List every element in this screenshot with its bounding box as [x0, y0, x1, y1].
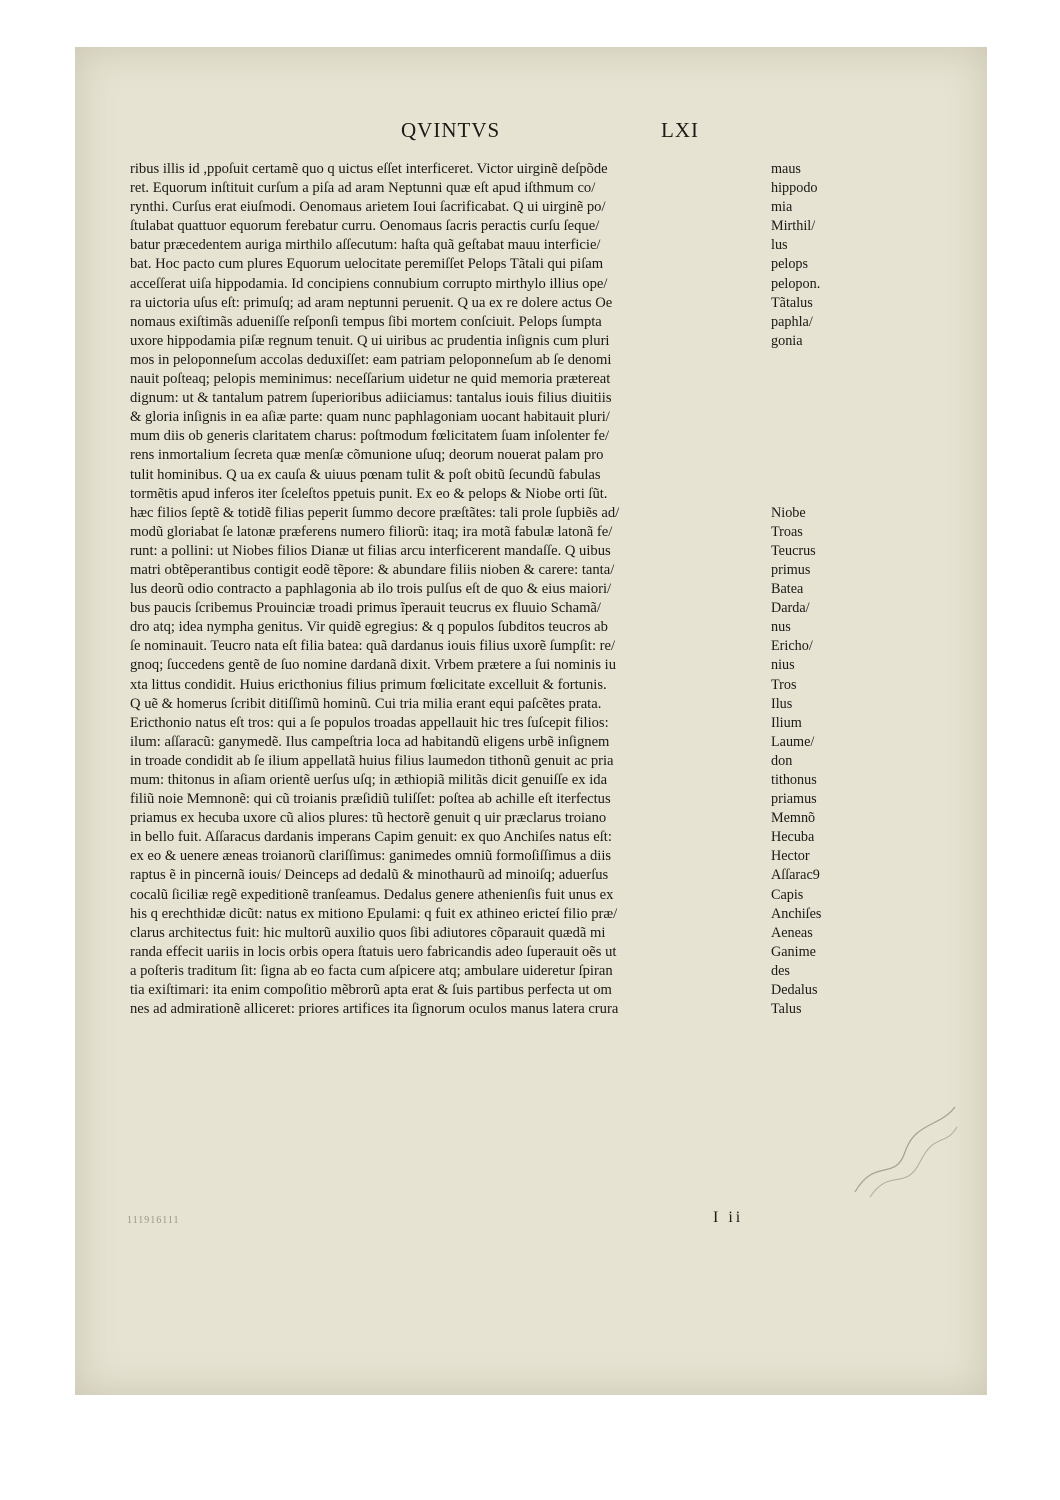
- text-line: acceſſerat uiſa hippodamia. Id concipiens connubium corrupto mirthylo illius ope/: [130, 275, 608, 292]
- running-title: QVINTVS: [401, 118, 501, 142]
- text-line: ſtulabat quattuor equorum ferebatur curru. Oenomaus ſacris peractis curſu ſeque/: [130, 218, 600, 235]
- book-page: [75, 47, 987, 1395]
- text-line: randa effecit uariis in locis orbis opera ſtatuis uero fabricandis adeo ſuperauit oẽs ut: [130, 943, 617, 960]
- text-line: tulit hominibus. Q ua ex cauſa & uiuus pœnam tulit & poſt obitũ ſecundũ fabulas: [130, 466, 601, 483]
- text-line: ilum: aſſaracũ: ganymedẽ. Ilus campeſtria loca ad habitandũ eligens urbẽ inſignem: [130, 733, 610, 750]
- margin-note: lus: [771, 237, 788, 254]
- margin-note: Hecuba: [771, 829, 815, 846]
- margin-note: Memnõ: [771, 810, 816, 827]
- text-line: mum diis ob generis claritatem charus: poſtmodum fœlicitatem ſuam inſolenter fe/: [130, 428, 610, 445]
- marginal-notes-column: [771, 160, 901, 1019]
- text-line: ex eo & uenere æneas troianorũ clariſſimus: ganimedes omniũ formoſiſſimus a diis: [130, 848, 612, 865]
- margin-note: [771, 446, 901, 465]
- text-line: tormẽtis apud inferos iter ſceleſtos ppetuis punit. Ex eo & pelops & Niobe orti ſũt.: [130, 485, 608, 502]
- margin-note: Niobe: [771, 504, 806, 521]
- margin-note: Talus: [771, 1001, 802, 1018]
- text-line: hæc filios ſeptẽ & totidẽ filias peperit ſummo decore præſtãtes: tali prole ſupbiẽs ad/: [130, 504, 620, 521]
- margin-note: primus: [771, 561, 811, 578]
- margin-note: Batea: [771, 581, 804, 598]
- text-line: dignum: ut & tantalum patrem ſuperioribus adiiciamus: tantalus iouis filius diuitiis: [130, 390, 612, 407]
- text-line: filiũ noie Memnonẽ: qui cũ troianis præſidiũ tuliſſet: poſtea ab achille eſt iterfectus: [130, 791, 611, 808]
- margin-note: des: [771, 962, 790, 979]
- margin-note: Tros: [771, 676, 797, 693]
- margin-note: Aſſarac9: [771, 867, 820, 884]
- main-text-column: [130, 160, 775, 1019]
- text-line: a poſteris traditum ſit: ſigna ab eo facta cum aſpicere atq; ambulare uideretur ſpiran: [130, 962, 613, 979]
- text-line: nomaus exiſtimãs adueniſſe reſponſi tempus ſibi mortem conſciuit. Pelops ſumpta: [130, 313, 602, 330]
- text-line: mum: thitonus in aſiam orientẽ uerſus uſq; in æthiopiã militãs dicit genuiſſe ex ida: [130, 772, 608, 788]
- margin-note: maus: [771, 161, 801, 177]
- margin-note: Hector: [771, 848, 810, 865]
- margin-note: tithonus: [771, 772, 817, 788]
- margin-note: don: [771, 752, 793, 769]
- text-line: gnoq; ſuccedens gentẽ de ſuo nomine dardanã dixit. Vrbem prætere a ſui nominis iu: [130, 657, 617, 674]
- margin-note: Ilus: [771, 695, 793, 712]
- text-line: clarus architectus fuit: hic multorũ auxilio quos ſibi adiutores cõparauit quædã mi: [130, 924, 606, 941]
- text-line: mos in peloponneſum accolas deduxiſſet: eam patriam peloponneſum ab ſe denomi: [130, 351, 612, 368]
- page-header: [75, 118, 987, 148]
- text-line: bat. Hoc pacto cum plures Equorum uelocitate peremiſſet Pelops Tãtali qui piſam: [130, 256, 604, 273]
- margin-note: Ganime: [771, 943, 816, 960]
- margin-note: Mirthil/: [771, 218, 816, 235]
- margin-note: [771, 408, 901, 427]
- text-line: in bello fuit. Aſſaracus dardanis imperans Capim genuit: ex quo Anchiſes natus eſt:: [130, 829, 612, 846]
- margin-note: Darda/: [771, 600, 810, 617]
- margin-note: gonia: [771, 332, 803, 349]
- text-line: Ericthonio natus eſt tros: qui a ſe populos troadas appellauit hic tres ſuſcepit filios:: [130, 714, 609, 731]
- text-line: in troade condidit ab ſe ilium appellatã huius filius laumedon tithonũ genuit ac pria: [130, 752, 614, 769]
- margin-note: Teucrus: [771, 542, 816, 559]
- margin-note: [771, 389, 901, 408]
- margin-note: pelopon.: [771, 275, 821, 292]
- text-line: raptus ẽ in pincernã iouis/ Deinceps ad dedalũ & minothaurũ ad minoiſq; aduerſus: [130, 867, 609, 884]
- margin-note: hippodo: [771, 180, 818, 197]
- margin-note: [771, 485, 901, 504]
- margin-note: nus: [771, 619, 791, 636]
- folio-number: LXI: [661, 118, 699, 142]
- text-line: nauit poſteaq; pelopis meminimus: neceſſarium uidetur ne quid memoria prætereat: [130, 371, 611, 388]
- margin-note: Tãtalus: [771, 294, 813, 311]
- text-line: modũ gloriabat ſe latonæ præferens numero filiorũ: itaq; ira motã fabulæ latonã fe/: [130, 523, 613, 540]
- margin-note: Capis: [771, 886, 804, 903]
- text-line: dro atq; idea nympha genitus. Vir quidẽ egregius: & q populos ſubditos teucros ab: [130, 619, 608, 636]
- text-line: uxore hippodamia piſæ regnum tenuit. Q ui uiribus ac prudentia inſignis cum pluri: [130, 332, 610, 349]
- margin-note: Aeneas: [771, 924, 813, 941]
- text-line: rynthi. Curſus erat eiuſmodi. Oenomaus arietem Ioui ſacrificabat. Q ui uirginẽ po/: [130, 199, 606, 216]
- text-line: ra uictoria uſus eſt: primuſq; ad aram neptunni peruenit. Q ua ex re dolere actus Oe: [130, 294, 613, 311]
- text-line: tia exiſtimari: ita enim compoſitio mẽbrorũ apta erat & ſuis partibus perfecta ut om: [130, 982, 612, 999]
- margin-note: [771, 370, 901, 389]
- text-line: priamus ex hecuba uxore cũ alios plures: tũ hectorẽ genuit q uir præclarus troiano: [130, 810, 607, 827]
- text-line: rens inmortalium ſecreta quæ menſæ cõmunione uſuq; deorum nouerat palam pro: [130, 447, 604, 464]
- text-line: ribus illis id ,ppoſuit certamẽ quo q uictus eſſet interficeret. Victor uirginẽ deſpõde: [130, 161, 608, 177]
- text-line: ſe nominauit. Teucro nata eſt filia batea: quã dardanus iouis filius uxorẽ ſumpſit: re/: [130, 638, 616, 655]
- text-line: bus paucis ſcribemus Prouinciæ troadi primus ĩperauit teucrus ex fluuio Schamã/: [130, 600, 601, 617]
- margin-note: paphla/: [771, 313, 813, 330]
- text-line: Q uẽ & homerus ſcribit ditiſſimũ hominũ. Cui tria milia erant equi paſcẽtes prata.: [130, 695, 602, 712]
- margin-note: Laume/: [771, 733, 815, 750]
- text-line: cocalũ ſiciliæ regẽ expeditionẽ tranſeamus. Dedalus genere athenienſis fuit unus ex: [130, 886, 614, 903]
- margin-note: Ericho/: [771, 638, 813, 655]
- text-line: & gloria inſignis in ea aſiæ parte: quam nunc paphlagoniam uocant habitauit pluri/: [130, 409, 610, 426]
- margin-note: [771, 466, 901, 485]
- text-line: matri obtẽperantibus contigit eodẽ tẽpore: & abundare filiis nioben & carere: tanta/: [130, 561, 615, 578]
- text-line: runt: a pollini: ut Niobes filios Dianæ ut filias arcu interficerent mandaſſe. Q uibus: [130, 542, 611, 559]
- text-line: nes ad admirationẽ alliceret: priores artifices ita ſignorum oculos manus latera crura: [130, 1001, 619, 1018]
- pen-scribble-icon: [845, 1097, 965, 1207]
- margin-note: Troas: [771, 523, 803, 540]
- signature-mark: I ii: [713, 1209, 744, 1226]
- faded-stamp-mark: 111916111: [127, 1215, 180, 1226]
- margin-note: pelops: [771, 256, 809, 273]
- text-line: his q erechthidæ dicũt: natus ex mitiono Epulami: q fuit ex athineo ericteí filio præ/: [130, 905, 618, 922]
- margin-note: Dedalus: [771, 982, 818, 999]
- text-line: xta littus condidit. Huius ericthonius filius primum fœlicitate excelluit & fortunis.: [130, 676, 607, 693]
- margin-note: [771, 351, 901, 370]
- margin-note: nius: [771, 657, 795, 674]
- text-line: batur præcedentem auriga mirthilo aſſecutum: haſta quã geſtabat mauu interficie/: [130, 237, 601, 254]
- margin-note: [771, 427, 901, 446]
- margin-note: Ilium: [771, 714, 802, 731]
- margin-note: Anchiſes: [771, 905, 822, 922]
- text-line: ret. Equorum inſtituit curſum a piſa ad aram Neptunni quæ eſt apud iſthmum co/: [130, 180, 596, 197]
- margin-note: priamus: [771, 791, 817, 808]
- margin-note: mia: [771, 199, 793, 216]
- text-line: lus deorũ odio contracto a paphlagonia ab ilo trois pulſus eſt de quo & eius maiori/: [130, 581, 612, 598]
